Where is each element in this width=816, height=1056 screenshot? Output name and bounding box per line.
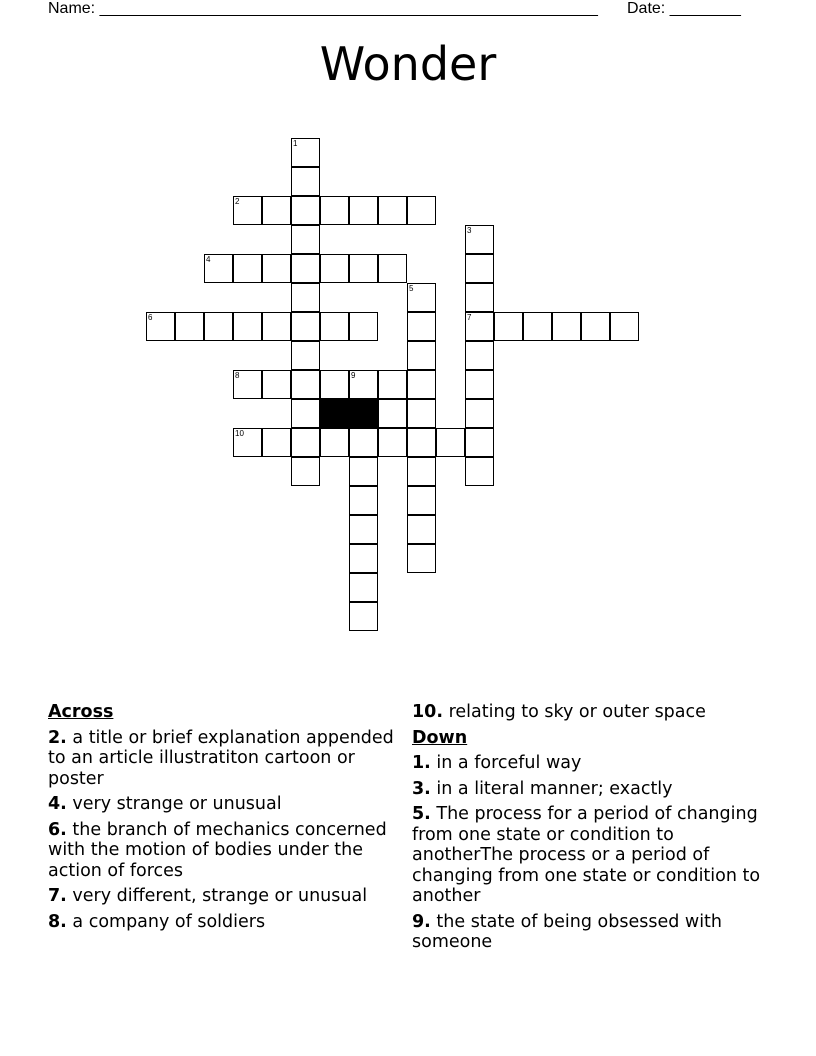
letter-cell[interactable] <box>291 283 320 312</box>
letter-cell[interactable] <box>320 370 349 399</box>
clue-text: in a forceful way <box>436 753 582 773</box>
black-square <box>349 399 378 428</box>
letter-cell[interactable] <box>407 196 436 225</box>
letter-cell[interactable] <box>233 370 262 399</box>
letter-cell[interactable] <box>262 370 291 399</box>
letter-cell[interactable] <box>407 486 436 515</box>
letter-cell[interactable] <box>465 312 494 341</box>
clue-number-label: 10 <box>235 429 244 438</box>
clue-number: 4. <box>48 794 67 814</box>
letter-cell[interactable] <box>465 283 494 312</box>
letter-cell[interactable] <box>291 399 320 428</box>
letter-cell[interactable] <box>291 225 320 254</box>
clue-text: The process for a period of changing from one state or condition to anotherThe process or a period of changing from one state or condition to another <box>412 804 761 906</box>
letter-cell[interactable] <box>146 312 175 341</box>
clue-text: a company of soldiers <box>72 911 266 932</box>
clue-text: in a literal manner; exactly <box>436 778 673 799</box>
letter-cell[interactable] <box>291 196 320 225</box>
clue-text: very strange or unusual <box>72 794 282 814</box>
clue-text: the branch of mechanics concerned with the motion of bodies under the action of forces <box>48 819 387 881</box>
name-line[interactable]: Name: ________________________________________________________ <box>48 0 598 17</box>
letter-cell[interactable] <box>378 428 407 457</box>
letter-cell[interactable] <box>349 254 378 283</box>
clue-number-label: 8 <box>235 371 240 380</box>
letter-cell[interactable] <box>378 370 407 399</box>
letter-cell[interactable] <box>378 196 407 225</box>
letter-cell[interactable] <box>262 312 291 341</box>
clue-number: 1. <box>412 753 431 773</box>
page-title: Wonder <box>319 37 497 91</box>
letter-cell[interactable] <box>465 457 494 486</box>
letter-cell[interactable] <box>494 312 523 341</box>
letter-cell[interactable] <box>204 254 233 283</box>
date-line[interactable]: Date: ________ <box>627 0 741 17</box>
letter-cell[interactable] <box>233 312 262 341</box>
clue-text: the state of being obsessed with someone <box>412 911 723 952</box>
clue-number-label: 5 <box>409 284 414 293</box>
letter-cell[interactable] <box>349 196 378 225</box>
letter-cell[interactable] <box>204 312 233 341</box>
letter-cell[interactable] <box>407 312 436 341</box>
letter-cell[interactable] <box>523 312 552 341</box>
letter-cell[interactable] <box>320 254 349 283</box>
letter-cell[interactable] <box>465 341 494 370</box>
clue-number-label: 6 <box>148 313 153 322</box>
down-clue <box>412 804 772 907</box>
letter-cell[interactable] <box>407 399 436 428</box>
clue-number-label: 4 <box>206 255 211 264</box>
letter-cell[interactable] <box>407 428 436 457</box>
letter-cell[interactable] <box>291 457 320 486</box>
down-clue <box>412 753 772 774</box>
letter-cell[interactable] <box>349 573 378 602</box>
down-clue <box>412 912 772 953</box>
letter-cell[interactable] <box>291 370 320 399</box>
letter-cell[interactable] <box>320 196 349 225</box>
across-heading: Across <box>48 702 114 722</box>
clue-number: 2. <box>48 727 67 748</box>
clue-number-label: 3 <box>467 226 472 235</box>
letter-cell[interactable] <box>262 254 291 283</box>
letter-cell[interactable] <box>262 196 291 225</box>
clue-number: 10. <box>412 702 444 722</box>
letter-cell[interactable] <box>407 515 436 544</box>
letter-cell[interactable] <box>233 428 262 457</box>
clue-number-label: 2 <box>235 197 240 206</box>
down-clue <box>412 779 772 800</box>
letter-cell[interactable] <box>349 544 378 573</box>
letter-cell[interactable] <box>407 544 436 573</box>
clue-number: 6. <box>48 819 67 840</box>
across-clue <box>48 912 398 933</box>
letter-cell[interactable] <box>320 312 349 341</box>
letter-cell[interactable] <box>378 399 407 428</box>
letter-cell[interactable] <box>349 428 378 457</box>
down-heading: Down <box>412 727 468 748</box>
letter-cell[interactable] <box>610 312 639 341</box>
letter-cell[interactable] <box>291 167 320 196</box>
clue-text: very different, strange or unusual <box>72 886 368 906</box>
letter-cell[interactable] <box>291 428 320 457</box>
letter-cell[interactable] <box>465 370 494 399</box>
clue-text: relating to sky or outer space <box>448 702 706 722</box>
letter-cell[interactable] <box>233 196 262 225</box>
across-clue <box>48 820 398 882</box>
letter-cell[interactable] <box>233 254 262 283</box>
letter-cell[interactable] <box>349 486 378 515</box>
across-clue <box>48 886 398 907</box>
letter-cell[interactable] <box>262 428 291 457</box>
letter-cell[interactable] <box>465 399 494 428</box>
letter-cell[interactable] <box>407 283 436 312</box>
clue-text: a title or brief explanation appended to an article illustratiton cartoon or poster <box>48 727 394 789</box>
letter-cell[interactable] <box>407 341 436 370</box>
clue-number: 8. <box>48 911 67 932</box>
letter-cell[interactable] <box>581 312 610 341</box>
letter-cell[interactable] <box>436 428 465 457</box>
letter-cell[interactable] <box>349 370 378 399</box>
clue-number-label: 1 <box>293 139 298 148</box>
letter-cell[interactable] <box>465 428 494 457</box>
letter-cell[interactable] <box>465 225 494 254</box>
across-clue <box>48 728 398 790</box>
across-clue <box>48 794 398 815</box>
letter-cell[interactable] <box>349 515 378 544</box>
across-clue <box>412 702 772 723</box>
clue-number: 5. <box>412 804 431 824</box>
letter-cell[interactable] <box>349 457 378 486</box>
letter-cell[interactable] <box>349 602 378 631</box>
letter-cell[interactable] <box>291 341 320 370</box>
letter-cell[interactable] <box>407 457 436 486</box>
letter-cell[interactable] <box>407 370 436 399</box>
letter-cell[interactable] <box>175 312 204 341</box>
letter-cell[interactable] <box>291 312 320 341</box>
black-square <box>320 399 349 428</box>
letter-cell[interactable] <box>320 428 349 457</box>
letter-cell[interactable] <box>291 138 320 167</box>
clue-number: 3. <box>412 778 431 799</box>
letter-cell[interactable] <box>291 254 320 283</box>
clue-number-label: 9 <box>351 371 356 380</box>
letter-cell[interactable] <box>465 254 494 283</box>
letter-cell[interactable] <box>552 312 581 341</box>
clue-number: 9. <box>412 911 431 932</box>
letter-cell[interactable] <box>349 312 378 341</box>
worksheet-header <box>0 0 816 22</box>
clues-left-column <box>48 702 398 937</box>
clue-number-label: 7 <box>467 313 472 322</box>
clues-right-column <box>412 702 772 958</box>
letter-cell[interactable] <box>378 254 407 283</box>
clue-number: 7. <box>48 886 67 906</box>
